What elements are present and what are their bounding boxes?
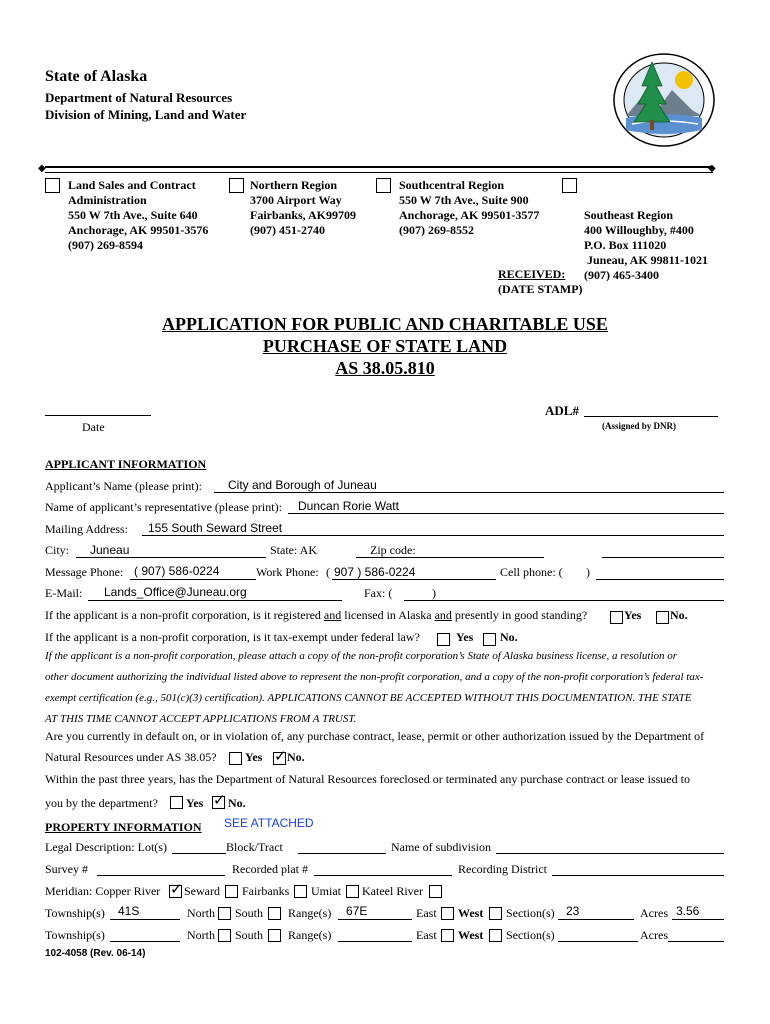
nonprofit-notice: If the applicant is a non-profit corporation, please attach a copy of the non-profit corporation’s State of Alaska business license, a resolution or other document authorizing the individual listed above to represent the non-profit corporation, and a copy of the non-profit corporation’s federal tax- exempt certification (e.g., 501(c)(3) certification). APPLICATIONS CANNOT BE ACCEPTED WITHOUT THIS DOCUMENTATION. THE STATE AT THIS TIME CANNOT ACCEPT APPLICATIONS FROM A TRUST.: [45, 650, 704, 725]
south-checkbox-1[interactable]: [268, 907, 281, 920]
range-label-1: Range(s): [288, 906, 332, 920]
agency-state: State of Alaska: [45, 68, 148, 85]
taxexempt-no-checkbox[interactable]: [483, 633, 496, 646]
foreclosure-question-line1: Within the past three years, has the Department of Natural Resources foreclosed or terminated any purchase contract or lease issued to: [45, 772, 690, 786]
cell-phone-label: Cell phone: (: [500, 565, 563, 579]
adl-note: (Assigned by DNR): [602, 421, 677, 431]
meridian-seward-checkbox[interactable]: [169, 880, 183, 898]
applicant-name-label: Applicant’s Name (please print):: [45, 479, 202, 493]
fax-label: Fax: (: [364, 586, 393, 600]
taxexempt-yes-checkbox[interactable]: [437, 633, 450, 646]
office-checkbox-northern[interactable]: [229, 178, 244, 193]
office-southeast: Southeast Region 400 Willoughby, #400 P.O. Box 111020 Juneau, AK 99811-1021 (907) 465-3400: [584, 208, 709, 282]
representative-field[interactable]: [288, 513, 724, 514]
meridian-kateel-label: Kateel River: [362, 884, 423, 898]
city-label: City:: [45, 543, 70, 557]
recorded-plat-label: Recorded plat #: [232, 862, 308, 876]
email-field[interactable]: [88, 600, 342, 601]
legal-lots-field[interactable]: [172, 853, 226, 854]
property-heading: PROPERTY INFORMATION: [45, 820, 202, 834]
default-question-line1: Are you currently in default on, or in violation of, any purchase contract, lease, permit or other authorization issued by the Department of: [45, 729, 705, 743]
subdivision-label: Name of subdivision: [391, 840, 491, 854]
east-checkbox-2[interactable]: [441, 929, 454, 942]
survey-field[interactable]: [97, 875, 225, 876]
registered-no-label: No.: [670, 608, 688, 622]
work-phone-paren: (: [326, 565, 330, 579]
township-field-2[interactable]: [110, 941, 180, 942]
acres-label-2: Acres: [640, 928, 668, 942]
city-extra-field[interactable]: [602, 557, 724, 558]
office-checkbox-land-sales[interactable]: [45, 178, 60, 193]
section-label-2: Section(s): [506, 928, 555, 942]
meridian-fairbanks-checkbox[interactable]: [225, 885, 238, 898]
mailing-address-value: 155 South Seward Street: [148, 521, 283, 535]
meridian-fairbanks-label: Fairbanks: [242, 884, 290, 898]
check-mark-icon: ✓: [213, 791, 226, 809]
city-field[interactable]: [76, 557, 266, 558]
default-no-label: No.: [287, 750, 305, 764]
state-label: State: AK: [270, 543, 317, 557]
meridian-label: Meridian: Copper River: [45, 884, 161, 898]
check-mark-icon: ✓: [274, 747, 287, 765]
applicant-heading: APPLICANT INFORMATION: [45, 457, 207, 471]
meridian-umiat-label: Umiat: [311, 884, 341, 898]
recording-district-label: Recording District: [458, 862, 547, 876]
applicant-name-value: City and Borough of Juneau: [228, 478, 377, 492]
work-phone-field[interactable]: [332, 579, 496, 580]
west-label-1: West: [458, 906, 484, 920]
check-mark-icon: ✓: [170, 880, 183, 898]
message-phone-label: Message Phone:: [45, 565, 124, 579]
header-divider: [45, 166, 713, 173]
south-checkbox-2[interactable]: [268, 929, 281, 942]
acres-value-1: 3.56: [676, 904, 700, 918]
cell-phone-paren: ): [586, 565, 590, 579]
mailing-address-label: Mailing Address:: [45, 522, 128, 536]
south-label-2: South: [235, 928, 264, 942]
registered-yes-checkbox[interactable]: [610, 611, 623, 624]
section-value-1: 23: [566, 904, 580, 918]
dnr-seal-icon: [612, 52, 716, 148]
see-attached-note: SEE ATTACHED: [224, 816, 314, 830]
office-northern: Northern Region 3700 Airport Way Fairbanks, AK99709 (907) 451-2740: [250, 178, 357, 237]
meridian-kateel-extra-checkbox[interactable]: [429, 885, 442, 898]
representative-value: Duncan Rorie Watt: [298, 499, 399, 513]
city-value: Juneau: [90, 543, 130, 557]
legal-lots-label: Legal Description: Lot(s): [45, 840, 167, 854]
west-checkbox-1[interactable]: [489, 907, 502, 920]
office-southcentral: Southcentral Region 550 W 7th Ave., Suite 900 Anchorage, AK 99501-3577 (907) 269-8552: [399, 178, 540, 237]
recording-district-field[interactable]: [552, 875, 724, 876]
west-checkbox-2[interactable]: [489, 929, 502, 942]
block-tract-field[interactable]: [298, 853, 386, 854]
range-field-1[interactable]: [338, 919, 412, 920]
foreclosure-yes-checkbox[interactable]: [170, 796, 183, 809]
date-label: Date: [82, 420, 105, 434]
fax-field[interactable]: [404, 600, 724, 601]
east-checkbox-1[interactable]: [441, 907, 454, 920]
default-no-checkbox[interactable]: [273, 747, 287, 765]
meridian-seward-label: Seward: [184, 884, 220, 898]
divider-arrow-left: ◆: [38, 163, 46, 174]
foreclosure-no-label: No.: [228, 796, 246, 810]
registered-yes-label: Yes: [624, 608, 642, 622]
range-value-1: 67E: [346, 904, 368, 918]
foreclosure-yes-label: Yes: [186, 796, 204, 810]
north-checkbox-1[interactable]: [218, 907, 231, 920]
office-land-sales: Land Sales and Contract Administration 550 W 7th Ave., Suite 640 Anchorage, AK 99501-3576 (907) 269-8594: [68, 178, 209, 252]
work-phone-value: 907 ) 586-0224: [334, 565, 416, 579]
message-phone-field[interactable]: [130, 579, 256, 580]
default-question-line2: Natural Resources under AS 38.05?: [45, 750, 217, 764]
north-label-2: North: [187, 928, 215, 942]
office-checkbox-southcentral[interactable]: [376, 178, 391, 193]
date-field[interactable]: [45, 415, 151, 416]
range-label-2: Range(s): [288, 928, 332, 942]
foreclosure-question-line2: you by the department?: [45, 796, 158, 810]
east-label-1: East: [416, 906, 437, 920]
township-label-2: Township(s): [45, 928, 105, 942]
section-field-2[interactable]: [558, 941, 638, 942]
south-label-1: South: [235, 906, 264, 920]
taxexempt-yes-label: Yes: [456, 630, 474, 644]
nonprofit-registered-question: If the applicant is a non-profit corporation, is it registered and licensed in Alaska and presently in good standing?: [45, 608, 588, 622]
foreclosure-no-checkbox[interactable]: [212, 791, 226, 809]
acres-field-2[interactable]: [668, 941, 724, 942]
range-field-2[interactable]: [338, 941, 412, 942]
office-checkbox-southeast[interactable]: [562, 178, 577, 193]
township-label-1: Township(s): [45, 906, 105, 920]
meridian-kateel-checkbox[interactable]: [346, 885, 359, 898]
adl-label: ADL#: [545, 403, 579, 418]
divider-arrow-right: ◆: [708, 163, 716, 174]
subdivision-field[interactable]: [496, 853, 724, 854]
mailing-address-field[interactable]: [142, 535, 724, 536]
received-stamp-label: RECEIVED: (DATE STAMP): [498, 267, 583, 296]
work-phone-label: Work Phone:: [256, 565, 319, 579]
north-label-1: North: [187, 906, 215, 920]
applicant-name-field[interactable]: [214, 492, 724, 493]
form-number: 102-4058 (Rev. 06-14): [45, 948, 146, 959]
north-checkbox-2[interactable]: [218, 929, 231, 942]
representative-label: Name of applicant’s representative (please print):: [45, 500, 282, 514]
section-label-1: Section(s): [506, 906, 555, 920]
west-label-2: West: [458, 928, 484, 942]
zip-field[interactable]: [356, 557, 544, 558]
fax-paren: ): [432, 586, 436, 600]
acres-field-1[interactable]: [672, 919, 724, 920]
taxexempt-no-label: No.: [500, 630, 518, 644]
email-label: E-Mail:: [45, 586, 83, 600]
nonprofit-taxexempt-question: If the applicant is a non-profit corporation, is it tax-exempt under federal law?: [45, 630, 420, 644]
recorded-plat-field[interactable]: [314, 875, 452, 876]
agency-division: Division of Mining, Land and Water: [45, 107, 247, 122]
registered-no-checkbox[interactable]: [656, 611, 669, 624]
default-yes-label: Yes: [245, 750, 263, 764]
acres-label-1: Acres: [640, 906, 668, 920]
block-tract-label: Block/Tract: [226, 840, 283, 854]
section-field-1[interactable]: [558, 919, 634, 920]
cell-phone-field[interactable]: [596, 579, 724, 580]
east-label-2: East: [416, 928, 437, 942]
township-field-1[interactable]: [110, 919, 180, 920]
adl-field[interactable]: [584, 416, 718, 417]
default-yes-checkbox[interactable]: [229, 752, 242, 765]
township-value-1: 41S: [118, 904, 140, 918]
meridian-umiat-checkbox[interactable]: [294, 885, 307, 898]
email-value: Lands_Office@Juneau.org: [104, 585, 247, 599]
zip-label: Zip code:: [370, 543, 416, 557]
agency-department: Department of Natural Resources: [45, 90, 233, 105]
message-phone-value: ( 907) 586-0224: [134, 564, 220, 578]
form-title: APPLICATION FOR PUBLIC AND CHARITABLE USE PURCHASE OF STATE LAND AS 38.05.810: [162, 314, 608, 378]
survey-label: Survey #: [45, 862, 88, 876]
